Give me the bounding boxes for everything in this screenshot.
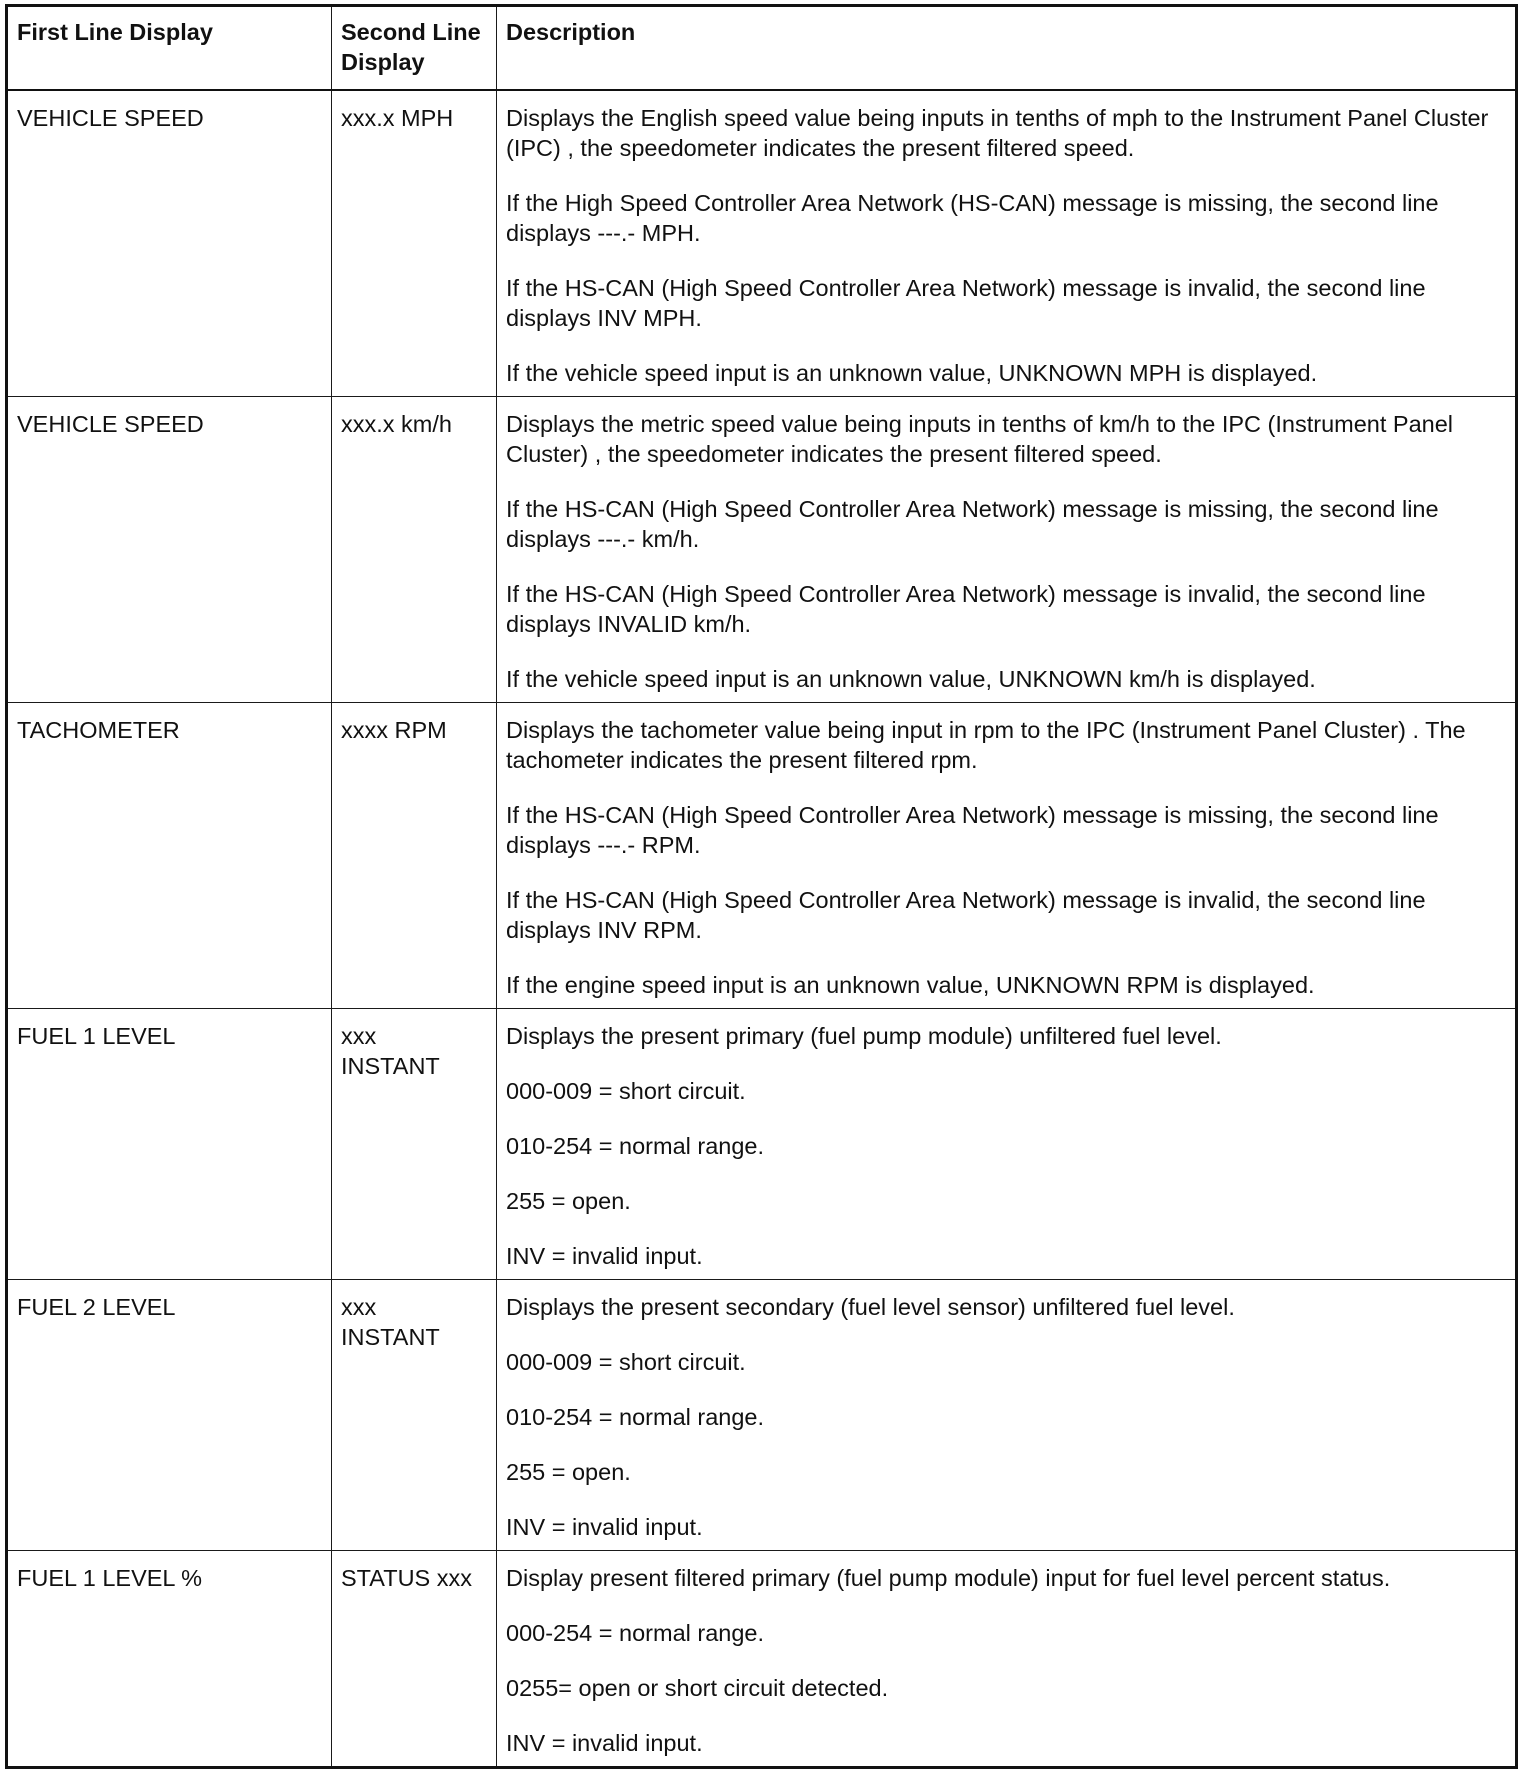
description-cell bbox=[497, 1280, 1517, 1551]
table-row bbox=[7, 90, 1517, 397]
header-first-line-display: First Line Display bbox=[7, 6, 332, 91]
description-paragraph: Displays the metric speed value being inputs in tenths of km/h to the IPC (Instrument Panel Cluster) , the speedometer indicates the present filtered speed. bbox=[506, 411, 1454, 467]
description-paragraph: 000-009 = short circuit. bbox=[506, 1349, 746, 1375]
description-cell bbox=[497, 703, 1517, 1009]
first-line-cell: FUEL 1 LEVEL bbox=[7, 1009, 332, 1280]
description-paragraph: 010-254 = normal range. bbox=[506, 1133, 765, 1159]
table-row bbox=[7, 397, 1517, 703]
description-paragraph: 000-009 = short circuit. bbox=[506, 1078, 746, 1104]
table-row bbox=[7, 703, 1517, 1009]
description-paragraph: 000-254 = normal range. bbox=[506, 1620, 765, 1646]
description-cell bbox=[497, 1009, 1517, 1280]
description-paragraph: If the engine speed input is an unknown value, UNKNOWN RPM is displayed. bbox=[506, 972, 1315, 998]
description-paragraph: INV = invalid input. bbox=[506, 1243, 703, 1269]
description-paragraph: INV = invalid input. bbox=[506, 1730, 703, 1756]
first-line-cell: FUEL 2 LEVEL bbox=[7, 1280, 332, 1551]
first-line-cell: FUEL 1 LEVEL % bbox=[7, 1551, 332, 1768]
header-second-line-display: Second Line Display bbox=[332, 6, 497, 91]
description-paragraph: If the HS-CAN (High Speed Controller Area Network) message is invalid, the second line displays INV MPH. bbox=[506, 275, 1426, 331]
description-paragraph: If the HS-CAN (High Speed Controller Area Network) message is invalid, the second line displays INVALID km/h. bbox=[506, 581, 1426, 637]
description-paragraph: If the vehicle speed input is an unknown value, UNKNOWN km/h is displayed. bbox=[506, 666, 1316, 692]
description-paragraph: If the HS-CAN (High Speed Controller Area Network) message is missing, the second line displays ---.- km/h. bbox=[506, 496, 1439, 552]
description-paragraph: Displays the present primary (fuel pump module) unfiltered fuel level. bbox=[506, 1023, 1222, 1049]
description-cell bbox=[497, 397, 1517, 703]
description-paragraph: INV = invalid input. bbox=[506, 1514, 703, 1540]
description-paragraph: 255 = open. bbox=[506, 1188, 631, 1214]
description-paragraph: If the HS-CAN (High Speed Controller Area Network) message is invalid, the second line displays INV RPM. bbox=[506, 887, 1426, 943]
description-paragraph: 010-254 = normal range. bbox=[506, 1404, 765, 1430]
description-paragraph: If the High Speed Controller Area Network (HS-CAN) message is missing, the second line displays ---.- MPH. bbox=[506, 190, 1439, 246]
description-paragraph: Displays the tachometer value being input in rpm to the IPC (Instrument Panel Cluster) . The tachometer indicates the present filtered rpm. bbox=[506, 717, 1466, 773]
second-line-cell: STATUS xxx bbox=[332, 1551, 497, 1768]
description-paragraph: If the HS-CAN (High Speed Controller Area Network) message is missing, the second line displays ---.- RPM. bbox=[506, 802, 1439, 858]
description-paragraph: Display present filtered primary (fuel pump module) input for fuel level percent status. bbox=[506, 1565, 1391, 1591]
table-row bbox=[7, 1280, 1517, 1551]
table-body bbox=[7, 90, 1517, 1768]
first-line-cell: TACHOMETER bbox=[7, 703, 332, 1009]
description-cell bbox=[497, 90, 1517, 397]
description-paragraph: 255 = open. bbox=[506, 1459, 631, 1485]
description-paragraph: If the vehicle speed input is an unknown value, UNKNOWN MPH is displayed. bbox=[506, 360, 1318, 386]
second-line-cell: xxx.x km/h bbox=[332, 397, 497, 703]
second-line-cell: xxx INSTANT bbox=[332, 1009, 497, 1280]
first-line-cell: VEHICLE SPEED bbox=[7, 90, 332, 397]
header-row bbox=[7, 6, 1517, 91]
header-description: Description bbox=[497, 6, 1517, 91]
description-paragraph: Displays the English speed value being inputs in tenths of mph to the Instrument Panel Cluster (IPC) , the speedometer indicates the present filtered speed. bbox=[506, 105, 1489, 161]
first-line-cell: VEHICLE SPEED bbox=[7, 397, 332, 703]
description-paragraph: Displays the present secondary (fuel level sensor) unfiltered fuel level. bbox=[506, 1294, 1235, 1320]
table-row bbox=[7, 1551, 1517, 1768]
second-line-cell: xxx INSTANT bbox=[332, 1280, 497, 1551]
second-line-cell: xxx.x MPH bbox=[332, 90, 497, 397]
diagnostic-data-table bbox=[5, 4, 1518, 1769]
table-header bbox=[7, 6, 1517, 91]
description-paragraph: 0255= open or short circuit detected. bbox=[506, 1675, 889, 1701]
description-cell bbox=[497, 1551, 1517, 1768]
second-line-cell: xxxx RPM bbox=[332, 703, 497, 1009]
table-row bbox=[7, 1009, 1517, 1280]
